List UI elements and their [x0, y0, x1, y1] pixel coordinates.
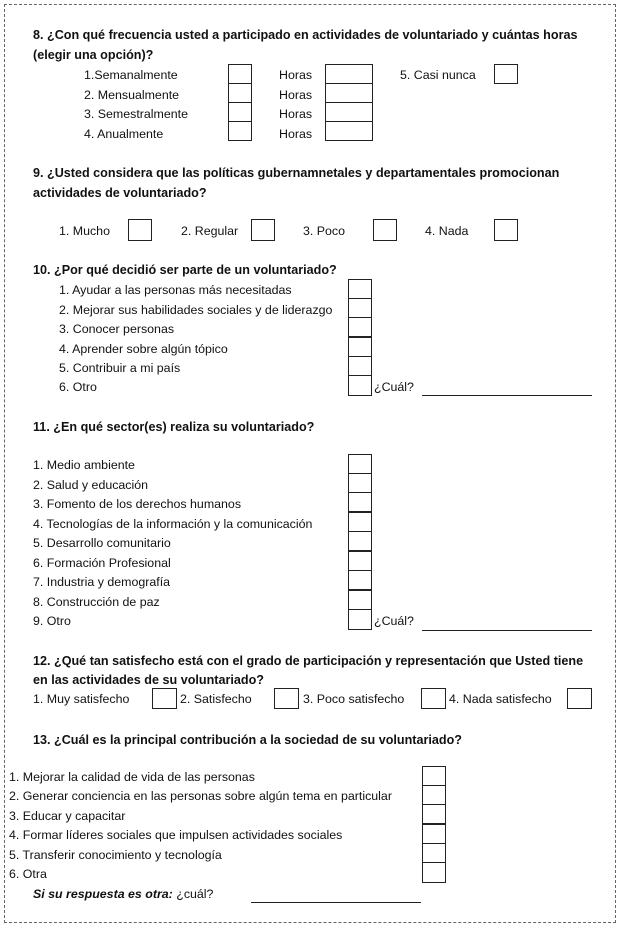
- q11-checkbox-9[interactable]: [348, 609, 372, 630]
- q10-checkbox-3[interactable]: [348, 317, 372, 337]
- q13-which-line[interactable]: [251, 902, 421, 903]
- q11-option-7: 7. Industria y demografía: [33, 575, 171, 589]
- q10-checkbox-5[interactable]: [348, 356, 372, 376]
- q10-which-label: ¿Cuál?: [374, 380, 414, 394]
- q9-option-3: 3. Poco: [303, 224, 346, 238]
- q9-option-2: 2. Regular: [181, 224, 239, 238]
- q9-option-1: 1. Mucho: [59, 224, 110, 238]
- q11-checkbox-5[interactable]: [348, 531, 372, 551]
- q8-checkbox-5[interactable]: [494, 64, 518, 84]
- q11-checkbox-7[interactable]: [348, 570, 372, 590]
- q13-option-2: 2. Generar conciencia en las personas sobre algún tema en particular: [9, 789, 392, 803]
- q13-which-label: ¿cuál?: [176, 887, 214, 901]
- q8-option-4: 4. Anualmente: [84, 127, 164, 141]
- q12-checkbox-1[interactable]: [152, 688, 177, 709]
- q13-option-5: 5. Transferir conocimiento y tecnología: [9, 848, 222, 862]
- q11-option-2: 2. Salud y educación: [33, 478, 149, 492]
- q9-checkbox-3[interactable]: [373, 219, 397, 241]
- q10-option-4: 4. Aprender sobre algún tópico: [59, 342, 228, 356]
- q13-checkbox-1[interactable]: [422, 766, 446, 786]
- q8-checkbox-1[interactable]: [228, 64, 252, 84]
- q13-option-6: 6. Otra: [9, 867, 47, 881]
- q13-option-3: 3. Educar y capacitar: [9, 809, 126, 823]
- q8-hours-label-2: Horas: [279, 88, 313, 102]
- q10-which-line[interactable]: [422, 395, 592, 396]
- q11-title: 11. ¿En qué sector(es) realiza su voluntariado?: [33, 420, 315, 434]
- q10-option-2: 2. Mejorar sus habilidades sociales y de liderazgo: [59, 303, 333, 317]
- q9-checkbox-1[interactable]: [128, 219, 152, 241]
- q11-option-3: 3. Fomento de los derechos humanos: [33, 497, 242, 511]
- q9-title-line2: actividades de voluntariado?: [33, 186, 207, 200]
- q12-checkbox-4[interactable]: [567, 688, 592, 709]
- q8-hours-label-3: Horas: [279, 107, 313, 121]
- q8-hours-field-1[interactable]: [325, 64, 373, 84]
- q11-checkbox-4[interactable]: [348, 512, 372, 532]
- q12-option-4: 4. Nada satisfecho: [449, 692, 552, 706]
- q10-checkbox-2[interactable]: [348, 298, 372, 318]
- q13-checkbox-5[interactable]: [422, 843, 446, 863]
- q11-which-line[interactable]: [422, 630, 592, 631]
- q8-checkbox-2[interactable]: [228, 83, 252, 103]
- q8-option-1: 1.Semanalmente: [84, 68, 178, 82]
- q8-checkbox-4[interactable]: [228, 121, 252, 141]
- q9-option-4: 4. Nada: [425, 224, 469, 238]
- q13-option-1: 1. Mejorar la calidad de vida de las personas: [9, 770, 255, 784]
- q13-other-row: [33, 887, 213, 901]
- q8-hours-field-3[interactable]: [325, 102, 373, 122]
- q11-option-6: 6. Formación Profesional: [33, 556, 171, 570]
- q9-title-line1: 9. ¿Usted considera que las políticas gubernamnetales y departamentales promocionan: [33, 166, 560, 180]
- q8-hours-field-4[interactable]: [325, 121, 373, 141]
- q10-option-5: 5. Contribuir a mi país: [59, 361, 181, 375]
- q13-checkbox-3[interactable]: [422, 804, 446, 824]
- q11-option-5: 5. Desarrollo comunitario: [33, 536, 171, 550]
- q13-other-prompt: Si su respuesta es otra:: [33, 887, 173, 901]
- q8-option-5: 5. Casi nunca: [400, 68, 476, 82]
- q11-option-8: 8. Construcción de paz: [33, 595, 160, 609]
- q9-checkbox-4[interactable]: [494, 219, 518, 241]
- q11-option-9: 9. Otro: [33, 614, 71, 628]
- q11-option-1: 1. Medio ambiente: [33, 458, 135, 472]
- q11-checkbox-2[interactable]: [348, 473, 372, 493]
- q13-checkbox-4[interactable]: [422, 824, 446, 844]
- q8-hours-label-1: Horas: [279, 68, 313, 82]
- q13-title: 13. ¿Cuál es la principal contribución a la sociedad de su voluntariado?: [33, 733, 462, 747]
- q11-option-4: 4. Tecnologías de la información y la comunicación: [33, 517, 313, 531]
- q11-which-label: ¿Cuál?: [374, 614, 414, 628]
- q9-checkbox-2[interactable]: [251, 219, 275, 241]
- q13-checkbox-2[interactable]: [422, 785, 446, 805]
- q8-option-3: 3. Semestralmente: [84, 107, 188, 121]
- q8-title-line2: (elegir una opción)?: [33, 48, 154, 62]
- q10-checkbox-1[interactable]: [348, 279, 372, 299]
- q8-hours-field-2[interactable]: [325, 83, 373, 103]
- q12-title-line1: 12. ¿Qué tan satisfecho está con el grado de participación y representación que Usted tiene: [33, 654, 584, 668]
- q12-checkbox-3[interactable]: [421, 688, 446, 709]
- q12-checkbox-2[interactable]: [274, 688, 299, 709]
- q10-option-6: 6. Otro: [59, 380, 97, 394]
- q10-checkbox-6[interactable]: [348, 375, 372, 396]
- q13-checkbox-6[interactable]: [422, 862, 446, 883]
- q8-option-2: 2. Mensualmente: [84, 88, 180, 102]
- q12-option-2: 2. Satisfecho: [180, 692, 252, 706]
- q10-checkbox-4[interactable]: [348, 337, 372, 357]
- q12-option-3: 3. Poco satisfecho: [303, 692, 405, 706]
- q10-title: 10. ¿Por qué decidió ser parte de un voluntariado?: [33, 263, 337, 277]
- q8-checkbox-3[interactable]: [228, 102, 252, 122]
- q8-title-line1: 8. ¿Con qué frecuencia usted a participado en actividades de voluntariado y cuántas horas: [33, 28, 578, 42]
- q12-option-1: 1. Muy satisfecho: [33, 692, 130, 706]
- q10-option-3: 3. Conocer personas: [59, 322, 175, 336]
- q10-option-1: 1. Ayudar a las personas más necesitadas: [59, 283, 292, 297]
- q11-checkbox-8[interactable]: [348, 590, 372, 610]
- q12-title-line2: en las actividades de su voluntariado?: [33, 673, 264, 687]
- q8-hours-label-4: Horas: [279, 127, 313, 141]
- q11-checkbox-1[interactable]: [348, 454, 372, 474]
- q11-checkbox-3[interactable]: [348, 492, 372, 512]
- q13-option-4: 4. Formar líderes sociales que impulsen actividades sociales: [9, 828, 343, 842]
- q11-checkbox-6[interactable]: [348, 551, 372, 571]
